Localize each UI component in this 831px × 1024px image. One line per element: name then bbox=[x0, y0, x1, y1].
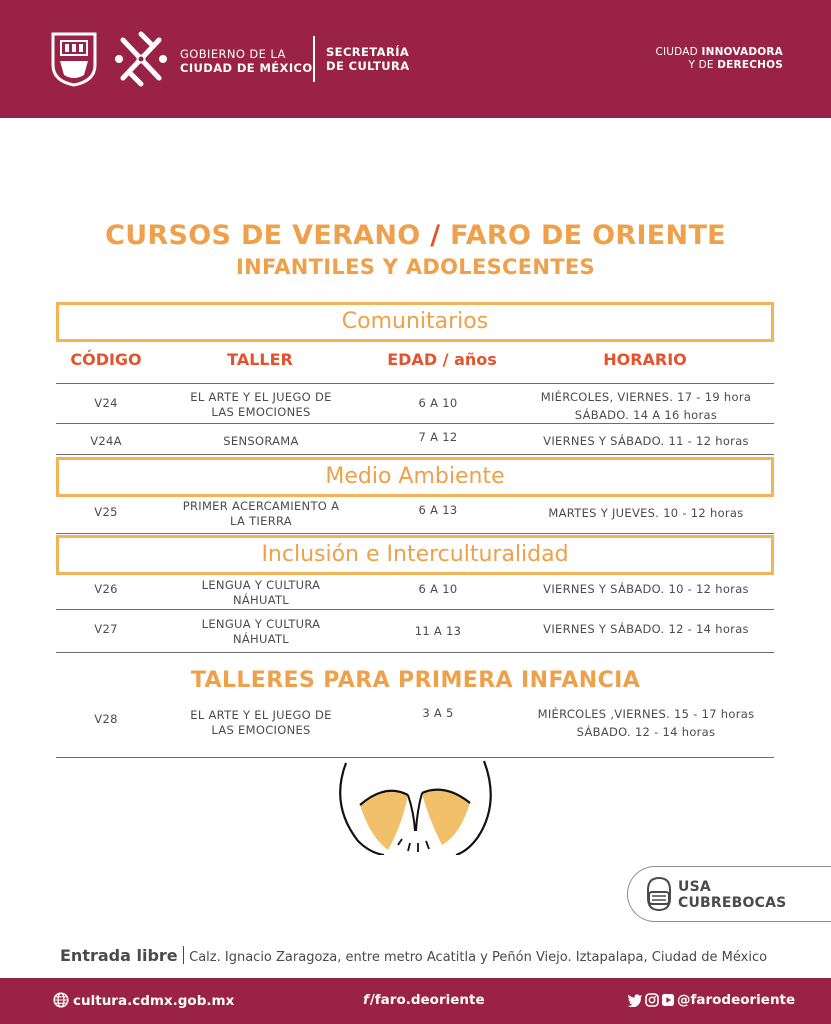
globe-icon bbox=[53, 992, 69, 1008]
row-taller-line: EL ARTE Y EL JUEGO DE bbox=[190, 390, 332, 404]
section-medio-ambiente: Medio Ambiente bbox=[56, 457, 774, 497]
row-taller bbox=[161, 708, 361, 738]
instagram-icon bbox=[645, 993, 659, 1007]
hands-illustration bbox=[330, 755, 500, 855]
address-line bbox=[60, 946, 767, 965]
row-taller-line: LAS EMOCIONES bbox=[211, 405, 311, 419]
table-row bbox=[56, 497, 774, 534]
row-horario-line: SÁBADO. 14 A 16 horas bbox=[574, 408, 718, 422]
row-taller-line: PRIMER ACERCAMIENTO A bbox=[182, 499, 340, 513]
mask-badge bbox=[627, 866, 831, 922]
cdmx-shield-icon bbox=[50, 31, 98, 87]
cdmx-logo-icon bbox=[113, 28, 169, 90]
row-horario-line: MIÉRCOLES, VIERNES. 17 - 19 hora bbox=[540, 390, 752, 404]
column-header-code: CÓDIGO bbox=[70, 350, 142, 369]
secretaria-label bbox=[326, 45, 410, 73]
column-header-edad: EDAD / años bbox=[387, 350, 497, 369]
row-taller-line: EL ARTE Y EL JUEGO DE bbox=[190, 708, 332, 722]
title-part-2: FARO DE ORIENTE bbox=[440, 220, 726, 251]
title-slash: / bbox=[430, 220, 441, 251]
section-comunitarios: Comunitarios bbox=[56, 302, 774, 342]
row-taller bbox=[161, 578, 361, 608]
tagline-1b: INNOVADORA bbox=[701, 46, 783, 58]
row-taller-line: LENGUA Y CULTURA bbox=[201, 617, 321, 631]
row-horario bbox=[516, 705, 776, 741]
facebook-icon: f bbox=[363, 992, 369, 1008]
row-edad: 6 A 10 bbox=[418, 396, 458, 410]
government-label bbox=[180, 47, 313, 75]
row-horario-line: MIÉRCOLES ,VIERNES. 15 - 17 horas bbox=[537, 707, 755, 721]
row-taller-line: LA TIERRA bbox=[230, 514, 292, 528]
row-code: V28 bbox=[94, 712, 118, 726]
row-horario: MARTES Y JUEVES. 10 - 12 horas bbox=[548, 506, 744, 520]
row-code: V24A bbox=[90, 434, 122, 448]
row-edad: 6 A 13 bbox=[418, 503, 458, 517]
entrada-libre-label: Entrada libre bbox=[60, 946, 178, 965]
table-row bbox=[56, 611, 774, 653]
twitter-icon bbox=[627, 993, 643, 1007]
section-inclusion: Inclusión e Interculturalidad bbox=[56, 535, 774, 575]
row-horario: VIERNES Y SÁBADO. 12 - 14 horas bbox=[543, 622, 749, 636]
row-edad: 3 A 5 bbox=[422, 706, 454, 720]
row-code: V26 bbox=[94, 582, 118, 596]
sec-line-1: SECRETARÍA bbox=[326, 45, 410, 59]
row-taller bbox=[161, 390, 361, 420]
row-horario bbox=[516, 388, 776, 424]
row-edad: 11 A 13 bbox=[414, 624, 462, 638]
gov-line-1: GOBIERNO DE LA bbox=[180, 47, 286, 61]
sec-line-2: DE CULTURA bbox=[326, 59, 410, 73]
row-horario: VIERNES Y SÁBADO. 10 - 12 horas bbox=[543, 582, 749, 596]
address-divider bbox=[183, 946, 185, 964]
table-row bbox=[56, 574, 774, 610]
row-horario: VIERNES Y SÁBADO. 11 - 12 horas bbox=[543, 434, 749, 448]
social-handle-link[interactable] bbox=[627, 992, 795, 1008]
social-handle-text: @farodeoriente bbox=[677, 992, 796, 1008]
mask-badge-line-1: USA bbox=[678, 879, 711, 895]
tagline-1a: CIUDAD bbox=[655, 46, 702, 58]
row-taller-line: LAS EMOCIONES bbox=[211, 723, 311, 737]
website-text: cultura.cdmx.gob.mx bbox=[73, 993, 235, 1009]
face-mask-icon bbox=[644, 876, 674, 912]
row-edad: 6 A 10 bbox=[418, 582, 458, 596]
youtube-icon bbox=[661, 993, 675, 1007]
table-row bbox=[56, 383, 774, 424]
section-primera-infancia: TALLERES PARA PRIMERA INFANCIA bbox=[190, 668, 641, 693]
page-subtitle: INFANTILES Y ADOLESCENTES bbox=[236, 255, 595, 279]
title-part-1: CURSOS DE VERANO bbox=[105, 220, 431, 251]
row-taller-line: NÁHUATL bbox=[232, 632, 290, 646]
footer-bar bbox=[0, 978, 831, 1024]
row-code: V25 bbox=[94, 505, 118, 519]
address-text: Calz. Ignacio Zaragoza, entre metro Acatitla y Peñón Viejo. Iztapalapa, Ciudad de México bbox=[189, 950, 768, 965]
row-horario-line: SÁBADO. 12 - 14 horas bbox=[576, 725, 716, 739]
table-row bbox=[56, 425, 774, 455]
row-taller-line: NÁHUATL bbox=[232, 593, 290, 607]
row-taller: SENSORAMA bbox=[223, 434, 299, 448]
facebook-text: /faro.deoriente bbox=[369, 992, 485, 1008]
page-title bbox=[0, 220, 831, 251]
website-link[interactable] bbox=[53, 992, 234, 1009]
tagline-2a: Y DE bbox=[688, 59, 718, 71]
column-header-taller: TALLER bbox=[227, 350, 293, 369]
row-taller bbox=[161, 617, 361, 647]
table-row bbox=[56, 700, 774, 758]
row-edad: 7 A 12 bbox=[418, 430, 458, 444]
city-tagline bbox=[655, 46, 783, 72]
column-header-horario: HORARIO bbox=[603, 350, 687, 369]
mask-badge-line-2: CUBREBOCAS bbox=[678, 895, 787, 911]
row-taller bbox=[161, 499, 361, 529]
row-code: V24 bbox=[94, 396, 118, 410]
header-divider bbox=[313, 36, 315, 82]
header-bar bbox=[0, 0, 831, 118]
row-code: V27 bbox=[94, 622, 118, 636]
facebook-link[interactable] bbox=[363, 992, 485, 1008]
mask-badge-text bbox=[678, 879, 786, 911]
row-taller-line: LENGUA Y CULTURA bbox=[201, 578, 321, 592]
gov-line-2: CIUDAD DE MÉXICO bbox=[180, 61, 313, 75]
tagline-2b: DERECHOS bbox=[717, 59, 783, 71]
